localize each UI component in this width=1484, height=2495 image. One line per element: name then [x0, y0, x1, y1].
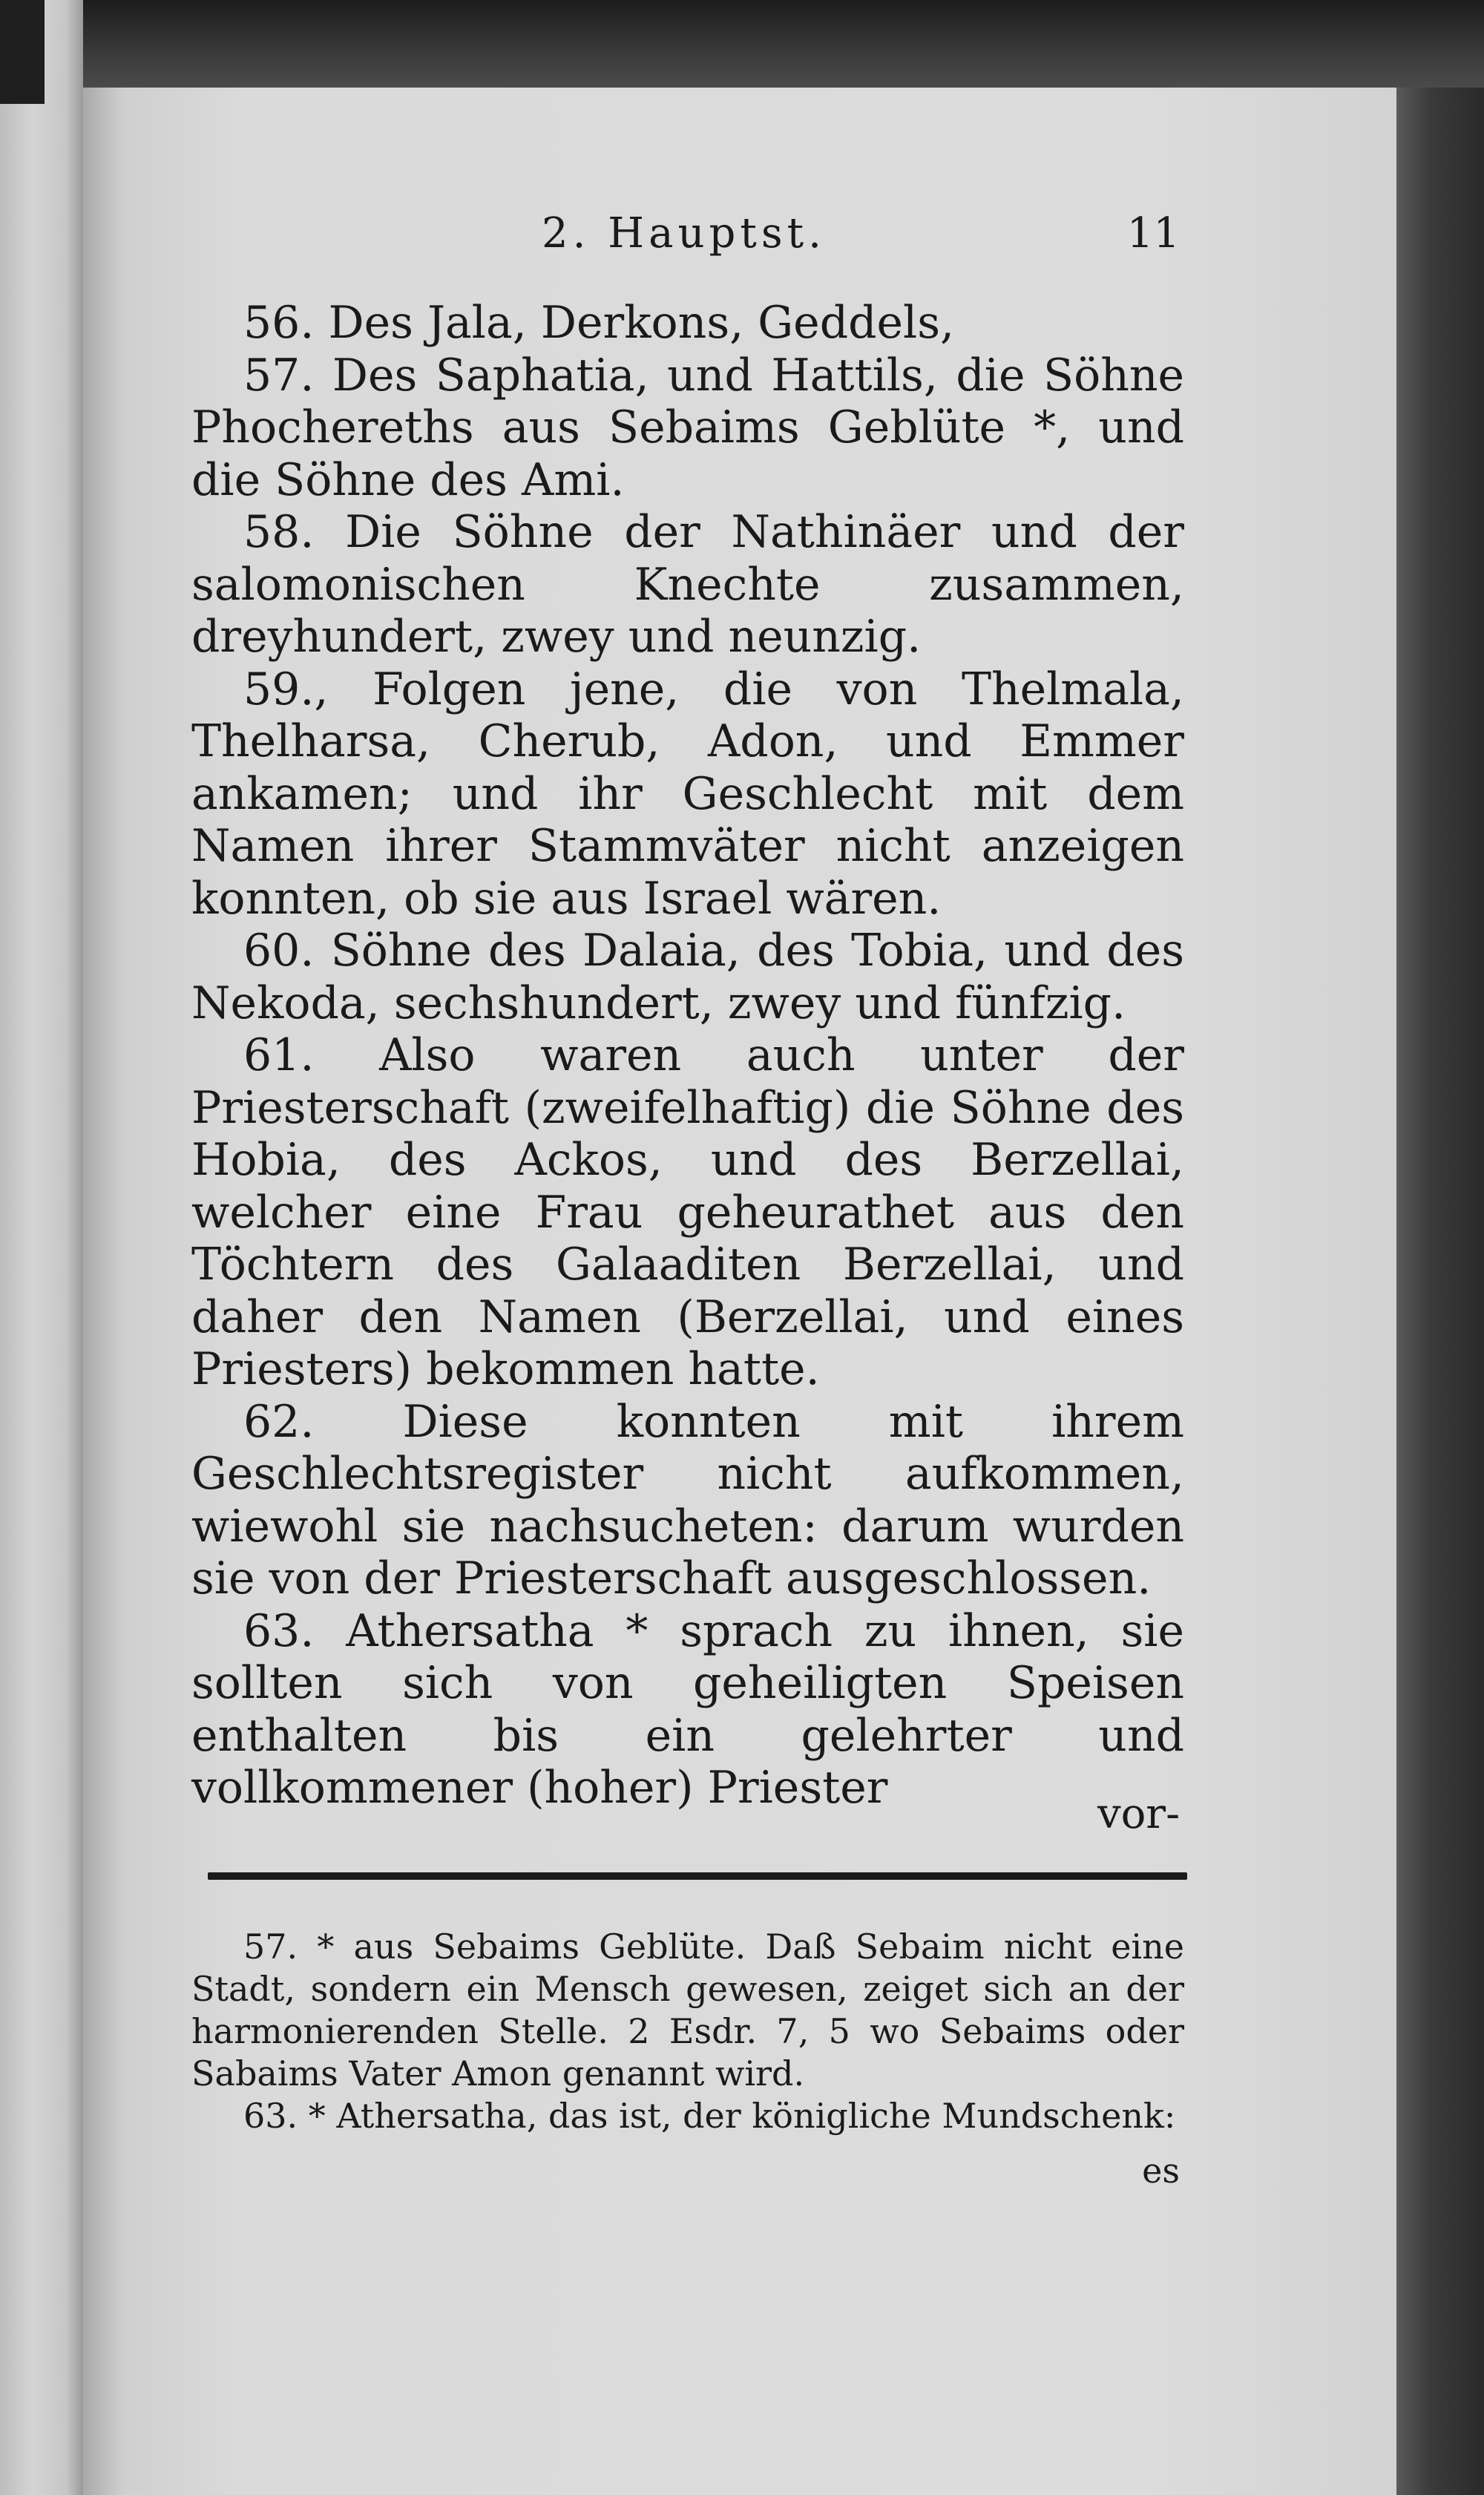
book-right-edge — [1396, 88, 1484, 2495]
footnote-63: 63. * Athersatha, das ist, der königliche Mundschenk: — [243, 2096, 1176, 2136]
book-corner-shadow — [0, 0, 45, 104]
verse-60: 60. Söhne des Dalaia, des Tobia, und des Nekoda, sechshundert, zwey und fünfzig. — [191, 925, 1184, 1029]
footnote-57: 57. * aus Sebaims Geblüte. Daß Sebaim nicht eine Stadt, sondern ein Mensch gewesen, zeiget sich an der harmonierenden Stelle. 2 Esdr. 7, 5 wo Sebaims oder Sabaims Vater Amon genannt wird. — [191, 1927, 1184, 2094]
footnote-rule — [208, 1872, 1187, 1880]
verse-57: 57. Des Saphatia, und Hattils, die Söhne Phochereths aus Sebaims Geblüte *, und die Söhne des Ami. — [191, 349, 1184, 506]
facing-page-edge — [0, 0, 83, 2495]
footnote-catchword: es — [1142, 2151, 1180, 2191]
verse-62: 62. Diese konnten mit ihrem Geschlechtsregister nicht aufkommen, wiewohl sie nachsucheten: darum wurden sie von der Priesterschaft ausgeschlossen. — [191, 1395, 1184, 1604]
main-text — [191, 297, 1184, 1814]
verse-56: 56. Des Jala, Derkons, Geddels, — [243, 297, 955, 349]
book-top-edge — [83, 0, 1484, 88]
verse-61: 61. Also waren auch unter der Priesterschaft (zweifelhaftig) die Söhne des Hobia, des Ackos, und des Berzellai, welcher eine Frau geheurathet aus den Töchtern des Galaaditen Berzellai, und daher den Namen (Berzellai, und eines Priesters) bekommen hatte. — [191, 1029, 1184, 1395]
catchword: vor- — [1097, 1790, 1180, 1838]
page-number: 11 — [1126, 209, 1180, 258]
footnotes — [191, 1926, 1184, 2137]
verse-58: 58. Die Söhne der Nathinäer und der salomonischen Knechte zusammen, dreyhundert, zwey und neunzig. — [191, 506, 1184, 663]
running-head: 2. Hauptst. — [542, 209, 826, 258]
page-header — [193, 209, 1180, 261]
verse-63: 63. Athersatha * sprach zu ihnen, sie sollten sich von geheiligten Speisen enthalten bis ein gelehrter und vollkommener (hoher) Priester — [191, 1604, 1184, 1814]
verse-59: 59., Folgen jene, die von Thelmala, Thelharsa, Cherub, Adon, und Emmer ankamen; und ihr Geschlecht mit dem Namen ihrer Stammväter nicht anzeigen konnten, ob sie aus Israel wären. — [191, 663, 1184, 925]
